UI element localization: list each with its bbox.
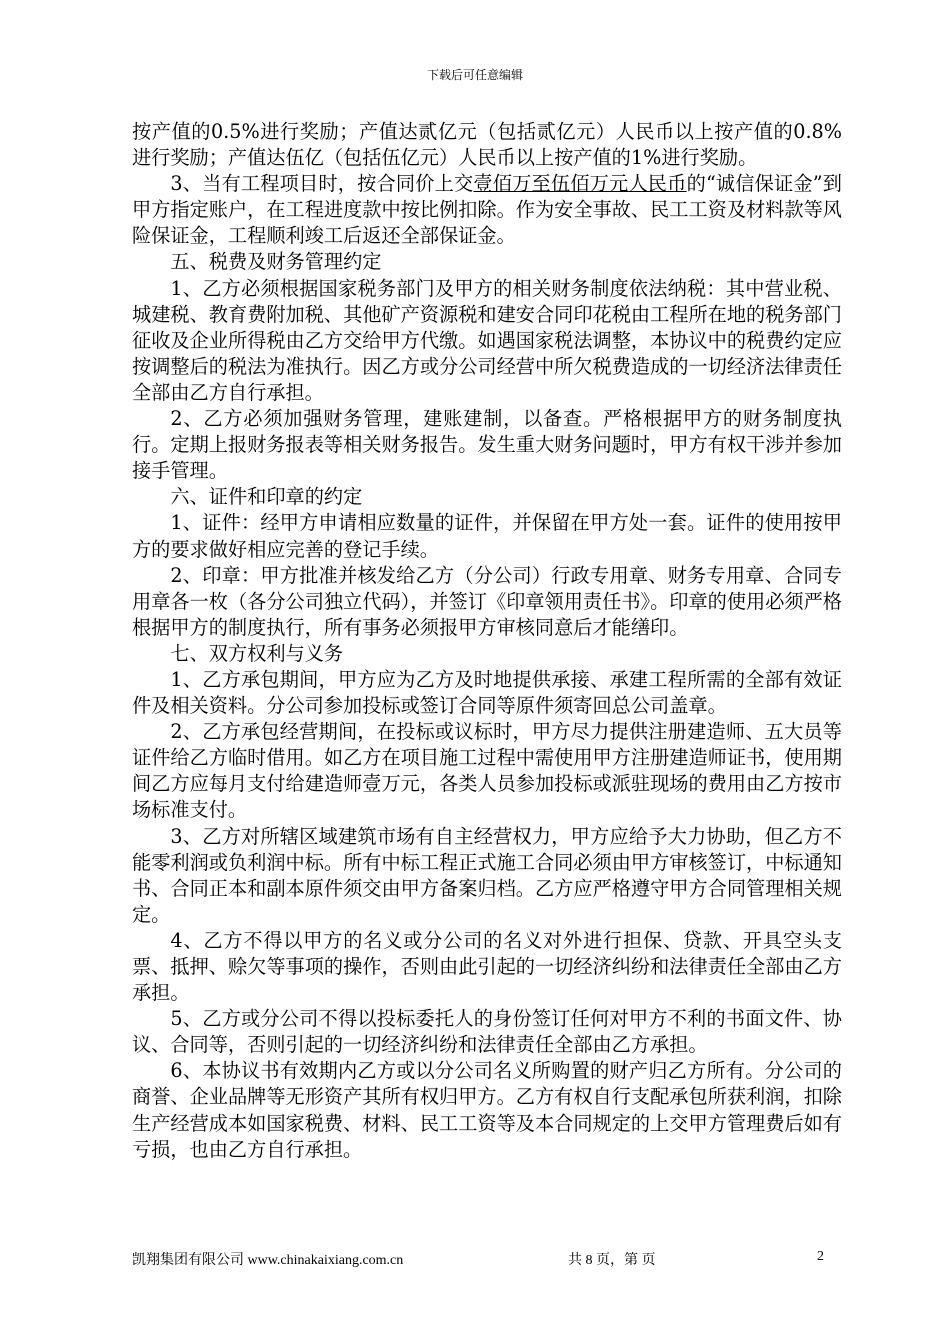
page-header: 下载后可任意编辑: [426, 68, 523, 82]
document-body: [132, 119, 842, 1163]
section-heading-7: 七、双方权利与义务: [170, 641, 344, 665]
paragraph-certificates: 1、证件：经甲方申请相应数量的证件，并保留在甲方处一套。证件的使用按甲方的要求做好相应完善的登记手续。: [132, 511, 842, 561]
paragraph-rights-5: 5、乙方或分公司不得以投标委托人的身份签订任何对甲方不利的书面文件、协议、合同等，否则引起的一切经济纠纷和法律责任全部由乙方承担。: [132, 1007, 842, 1057]
paragraph-rights-2: 2、乙方承包经营期间，在投标或议标时，甲方尽力提供注册建造师、五大员等证件给乙方临时借用。如乙方在项目施工过程中需使用甲方注册建造师证书，使用期间乙方应每月支付给建造师壹万元，各类人员参加投标或派驻现场的费用由乙方按市场标准支付。: [132, 720, 842, 822]
footer-page-count: 共 8 页，第 页: [568, 1253, 656, 1268]
footer-company: 凯翔集团有限公司 www.chinakaixiang.com.cn: [132, 1253, 404, 1268]
paragraph-rights-4: 4、乙方不得以甲方的名义或分公司的名义对外进行担保、贷款、开具空头支票、抵押、赊欠等事项的操作，否则由此引起的一切经济纠纷和法律责任全部由乙方承担。: [132, 928, 842, 1005]
section-heading-5: 五、税费及财务管理约定: [170, 250, 382, 274]
section-heading-6: 六、证件和印章的约定: [170, 485, 363, 509]
paragraph-rights-6: 6、本协议书有效期内乙方或以分公司名义所购置的财产归乙方所有。分公司的商誉、企业品牌等无形资产其所有权归甲方。乙方有权自行支配承包所获利润，扣除生产经营成本如国家税费、材料、民工工资等及本合同规定的上交甲方管理费后如有亏损，也由乙方自行承担。: [132, 1059, 842, 1161]
paragraph-guarantee-deposit: [132, 171, 842, 249]
guarantee-amount-underlined: 壹佰万至伍佰万元人民币: [473, 172, 687, 196]
paragraph-rights-3: 3、乙方对所辖区域建筑市场有自主经营权力，甲方应给予大力协助，但乙方不能零利润或负利润中标。所有中标工程正式施工合同必须由甲方审核签订，中标通知书、合同正本和副本原件须交由甲方备案归档。乙方应严格遵守甲方合同管理相关规定。: [132, 824, 842, 926]
paragraph-rights-1: 1、乙方承包期间，甲方应为乙方及时地提供承接、承建工程所需的全部有效证件及相关资料。分公司参加投标或签订合同等原件须寄回总公司盖章。: [132, 667, 842, 718]
paragraph-seals: 2、印章：甲方批准并核发给乙方（分公司）行政专用章、财务专用章、合同专用章各一枚（各分公司独立代码），并签订《印章领用责任书》。印章的使用必须严格根据甲方的制度执行，所有事务必须报甲方审核同意后才能缮印。: [132, 563, 842, 639]
paragraph-reward-continuation: 按产值的0.5%进行奖励；产值达贰亿元（包括贰亿元）人民币以上按产值的0.8%进行奖励；产值达伍亿（包括伍亿元）人民币以上按产值的1%进行奖励。: [132, 120, 842, 170]
guarantee-text-b: 的“诚信保证金”到甲方指定账户，在工程进度款中按比例扣除。作为安全事故、民工工资及材料款等风险保证金，工程顺利竣工后返还全部保证金。: [132, 172, 842, 248]
guarantee-text-a: 3、当有工程项目时，按合同价上交: [170, 172, 474, 196]
paragraph-finance: 2、乙方必须加强财务管理，建账建制，以备查。严格根据甲方的财务制度执行。定期上报财务报表等相关财务报告。发生重大财务问题时，甲方有权干涉并参加接手管理。: [132, 407, 842, 483]
page-footer: [132, 1249, 824, 1269]
footer-page-number: 2: [817, 1249, 824, 1264]
paragraph-tax: 1、乙方必须根据国家税务部门及甲方的相关财务制度依法纳税：其中营业税、城建税、教育费附加税、其他矿产资源税和建安合同印花税由工程所在地的税务部门征收及企业所得税由乙方交给甲方代缴。如遇国家税法调整，本协议中的税费约定应按调整后的税法为准执行。因乙方或分公司经营中所欠税费造成的一切经济法律责任全部由乙方自行承担。: [132, 276, 842, 404]
